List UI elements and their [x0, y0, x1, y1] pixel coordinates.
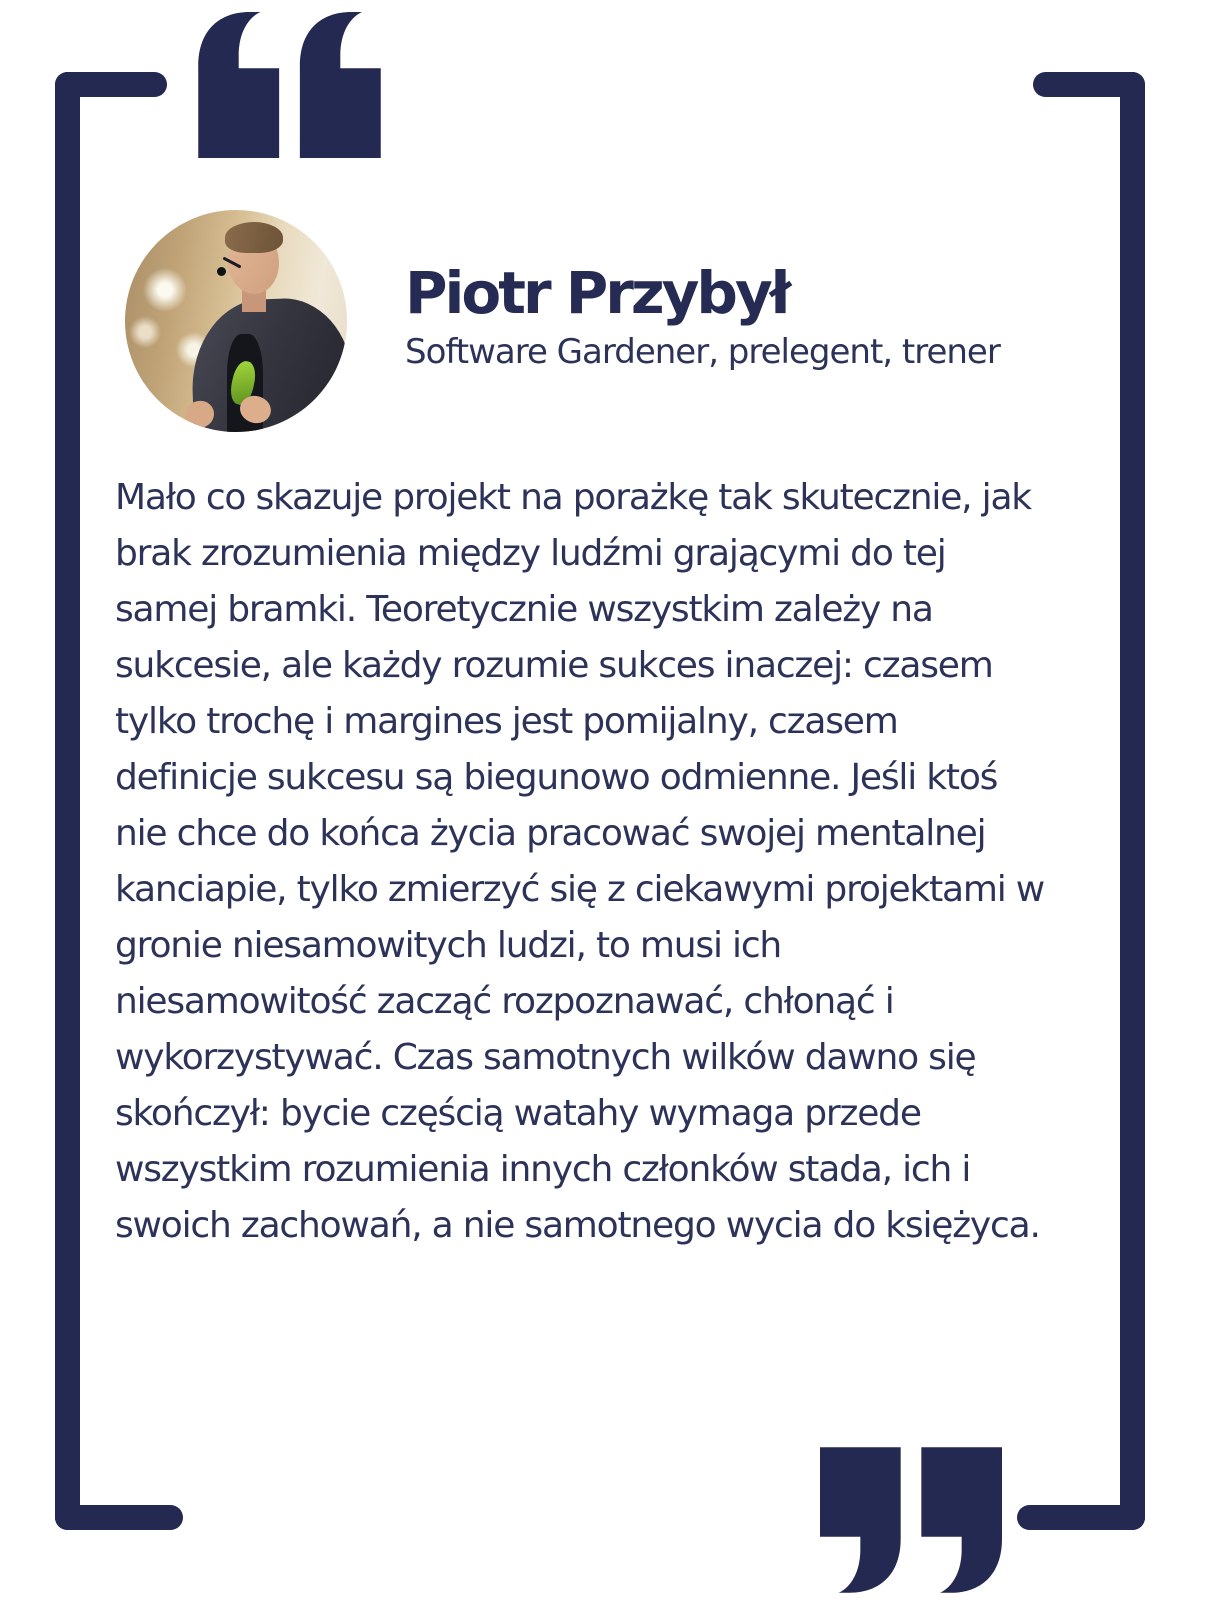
quote-line: nie chce do końca życia pracować swojej mentalnej	[115, 813, 986, 854]
quote-line: niesamowitość zacząć rozpoznawać, chłonąć i	[115, 981, 894, 1022]
person-title: Software Gardener, prelegent, trener	[405, 332, 1000, 372]
avatar	[125, 210, 347, 432]
quote-line: swoich zachowań, a nie samotnego wycia do księżyca.	[115, 1205, 1040, 1246]
quote-line: Mało co skazuje projekt na porażkę tak skutecznie, jak	[115, 477, 1031, 518]
quote-line: tylko trochę i margines jest pomijalny, czasem	[115, 701, 898, 742]
closing-quote-icon	[820, 1447, 1002, 1593]
person-block	[405, 259, 1000, 372]
frame-top-right-arm	[1033, 72, 1145, 97]
quote-line: sukcesie, ale każdy rozumie sukces inaczej: czasem	[115, 645, 993, 686]
frame-top-left-arm	[55, 72, 167, 97]
quote-line: wszystkim rozumienia innych członków stada, ich i	[115, 1149, 971, 1190]
frame-right-bar	[1120, 72, 1145, 1530]
frame-bottom-right-arm	[1017, 1505, 1145, 1530]
opening-quote-icon	[197, 12, 382, 158]
quote-line: gronie niesamowitych ludzi, to musi ich	[115, 925, 782, 966]
quote-line: definicje sukcesu są biegunowo odmienne. Jeśli ktoś	[115, 757, 998, 798]
frame-bottom-left-arm	[55, 1505, 183, 1530]
frame-left-bar	[55, 72, 80, 1530]
quote-line: kanciapie, tylko zmierzyć się z ciekawymi projektami w	[115, 869, 1045, 910]
headset-mic-tip	[217, 267, 226, 276]
quote-line: skończył: bycie częścią watahy wymaga przede	[115, 1093, 921, 1134]
avatar-hair	[225, 222, 283, 253]
quote-line: brak zrozumienia między ludźmi grającymi do tej	[115, 533, 946, 574]
person-name: Piotr Przybył	[405, 259, 789, 327]
quote-line: wykorzystywać. Czas samotnych wilków dawno się	[115, 1037, 976, 1078]
quote-text	[115, 470, 1115, 1254]
quote-line: samej bramki. Teoretycznie wszystkim zależy na	[115, 589, 933, 630]
